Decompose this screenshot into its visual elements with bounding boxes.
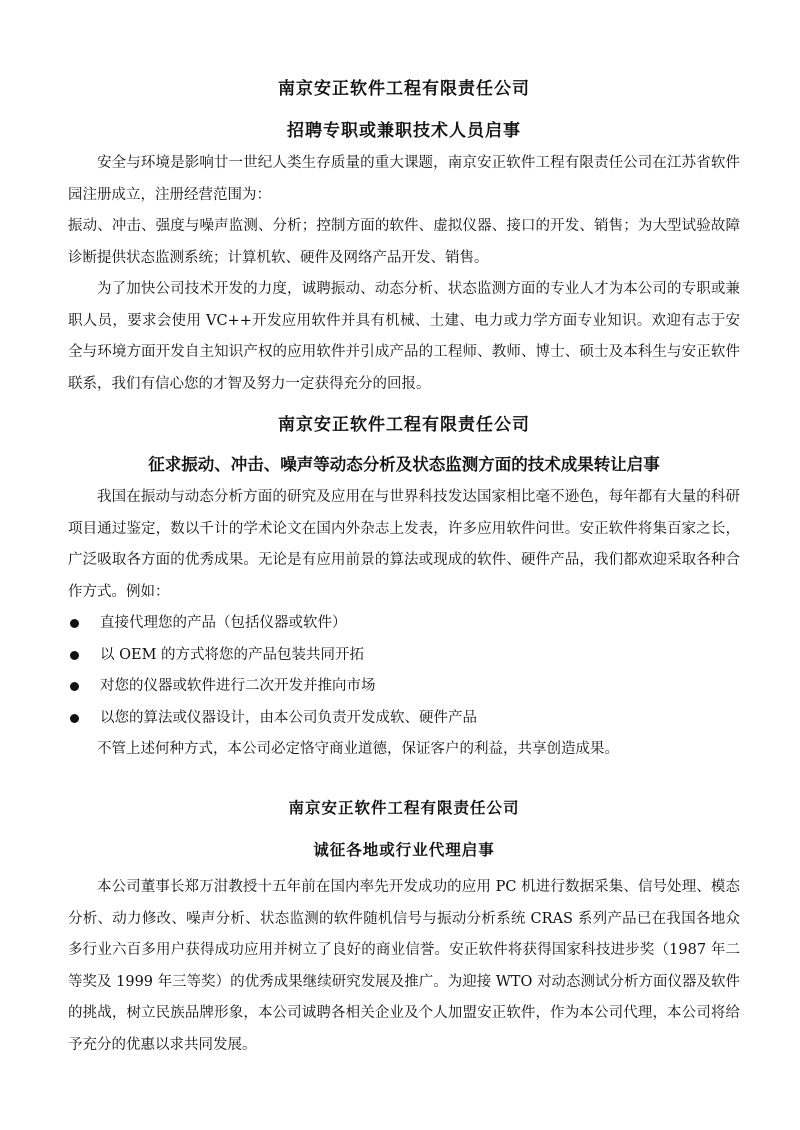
list-item [68,671,740,703]
section3-paragraph: 本公司董事长郑万泔教授十五年前在国内率先开发成功的应用 PC 机进行数据采集、信号处理、模态分析、动力修改、噪声分析、状态监测的软件随机信号与振动分析系统 CRAS 系列产品已在我国各地众多行业六百多用户获得成功应用并树立了良好的商业信誉。安正软件将获得国家科技进步奖（1987 年二等奖及 1999 年三等奖）的优秀成果继续研究发展及推广。为迎接 WTO 对动态测试分析方面仪器及软件的挑战，树立民族品牌形象，本公司诚聘各相关企业及个人加盟安正软件，作为本公司代理，本公司将给予充分的优惠以求共同发展。 [68,879,740,1053]
section2-body [68,482,740,766]
bullet-text: 以 OEM 的方式将您的产品包装共同开拓 [100,646,365,663]
section1-paragraph: 安全与环境是影响廿一世纪人类生存质量的重大课题，南京安正软件工程有限责任公司在江苏省软件园注册成立，注册经营范围为： [68,155,740,203]
list-item [68,703,740,735]
section2-intro: 我国在振动与动态分析方面的研究及应用在与世界科技发达国家相比毫不逊色，每年都有大量的科研项目通过鉴定，数以千计的学术论文在国内外杂志上发表，许多应用软件问世。安正软件将集百家之长，广泛吸取各方面的优秀成果。无论是有应用前景的算法或现成的软件、硬件产品，我们都欢迎采取各种合作方式。例如： [68,489,740,600]
bullet-icon [70,682,79,691]
section1-body [68,148,740,400]
bullet-icon [70,714,79,723]
bullet-icon [70,619,79,628]
list-item [68,608,740,640]
section3-body [68,872,740,1061]
section2-bullet-list [68,608,740,734]
section3-company-title: 南京安正软件工程有限责任公司 [288,798,520,817]
section2-company-title: 南京安正软件工程有限责任公司 [278,415,530,435]
bullet-text: 对您的仪器或软件进行二次开发并推向市场 [100,678,376,694]
section1-paragraph: 振动、冲击、强度与噪声监测、分析；控制方面的软件、虚拟仪器、接口的开发、销售；为大型试验故障诊断提供状态监测系统；计算机软、硬件及网络产品开发、销售。 [68,218,740,266]
section3-subtitle: 诚征各地或行业代理启事 [313,840,495,859]
list-item [68,640,740,672]
section1-paragraph: 为了加快公司技术开发的力度，诚聘振动、动态分析、状态监测方面的专业人才为本公司的专职或兼职人员，要求会使用 VC++开发应用软件并具有机械、土建、电力或力学方面专业知识。欢迎有志于安全与环境方面开发自主知识产权的应用软件并引成产品的工程师、教师、博士、硕士及本科生与安正软件联系，我们有信心您的才智及努力一定获得充分的回报。 [68,281,740,392]
bullet-text: 直接代理您的产品（包括仪器或软件） [100,615,347,631]
bullet-text: 以您的算法或仪器设计，由本公司负责开发成软、硬件产品 [100,709,477,726]
section1-subtitle: 招聘专职或兼职技术人员启事 [287,121,521,141]
section2-subtitle: 征求振动、冲击、噪声等动态分析及状态监测方面的技术成果转让启事 [148,455,660,474]
section2-closing: 不管上述何种方式，本公司必定恪守商业道德，保证客户的利益，共享创造成果。 [97,741,619,757]
section1-company-title: 南京安正软件工程有限责任公司 [278,79,530,99]
bullet-icon [70,651,79,660]
